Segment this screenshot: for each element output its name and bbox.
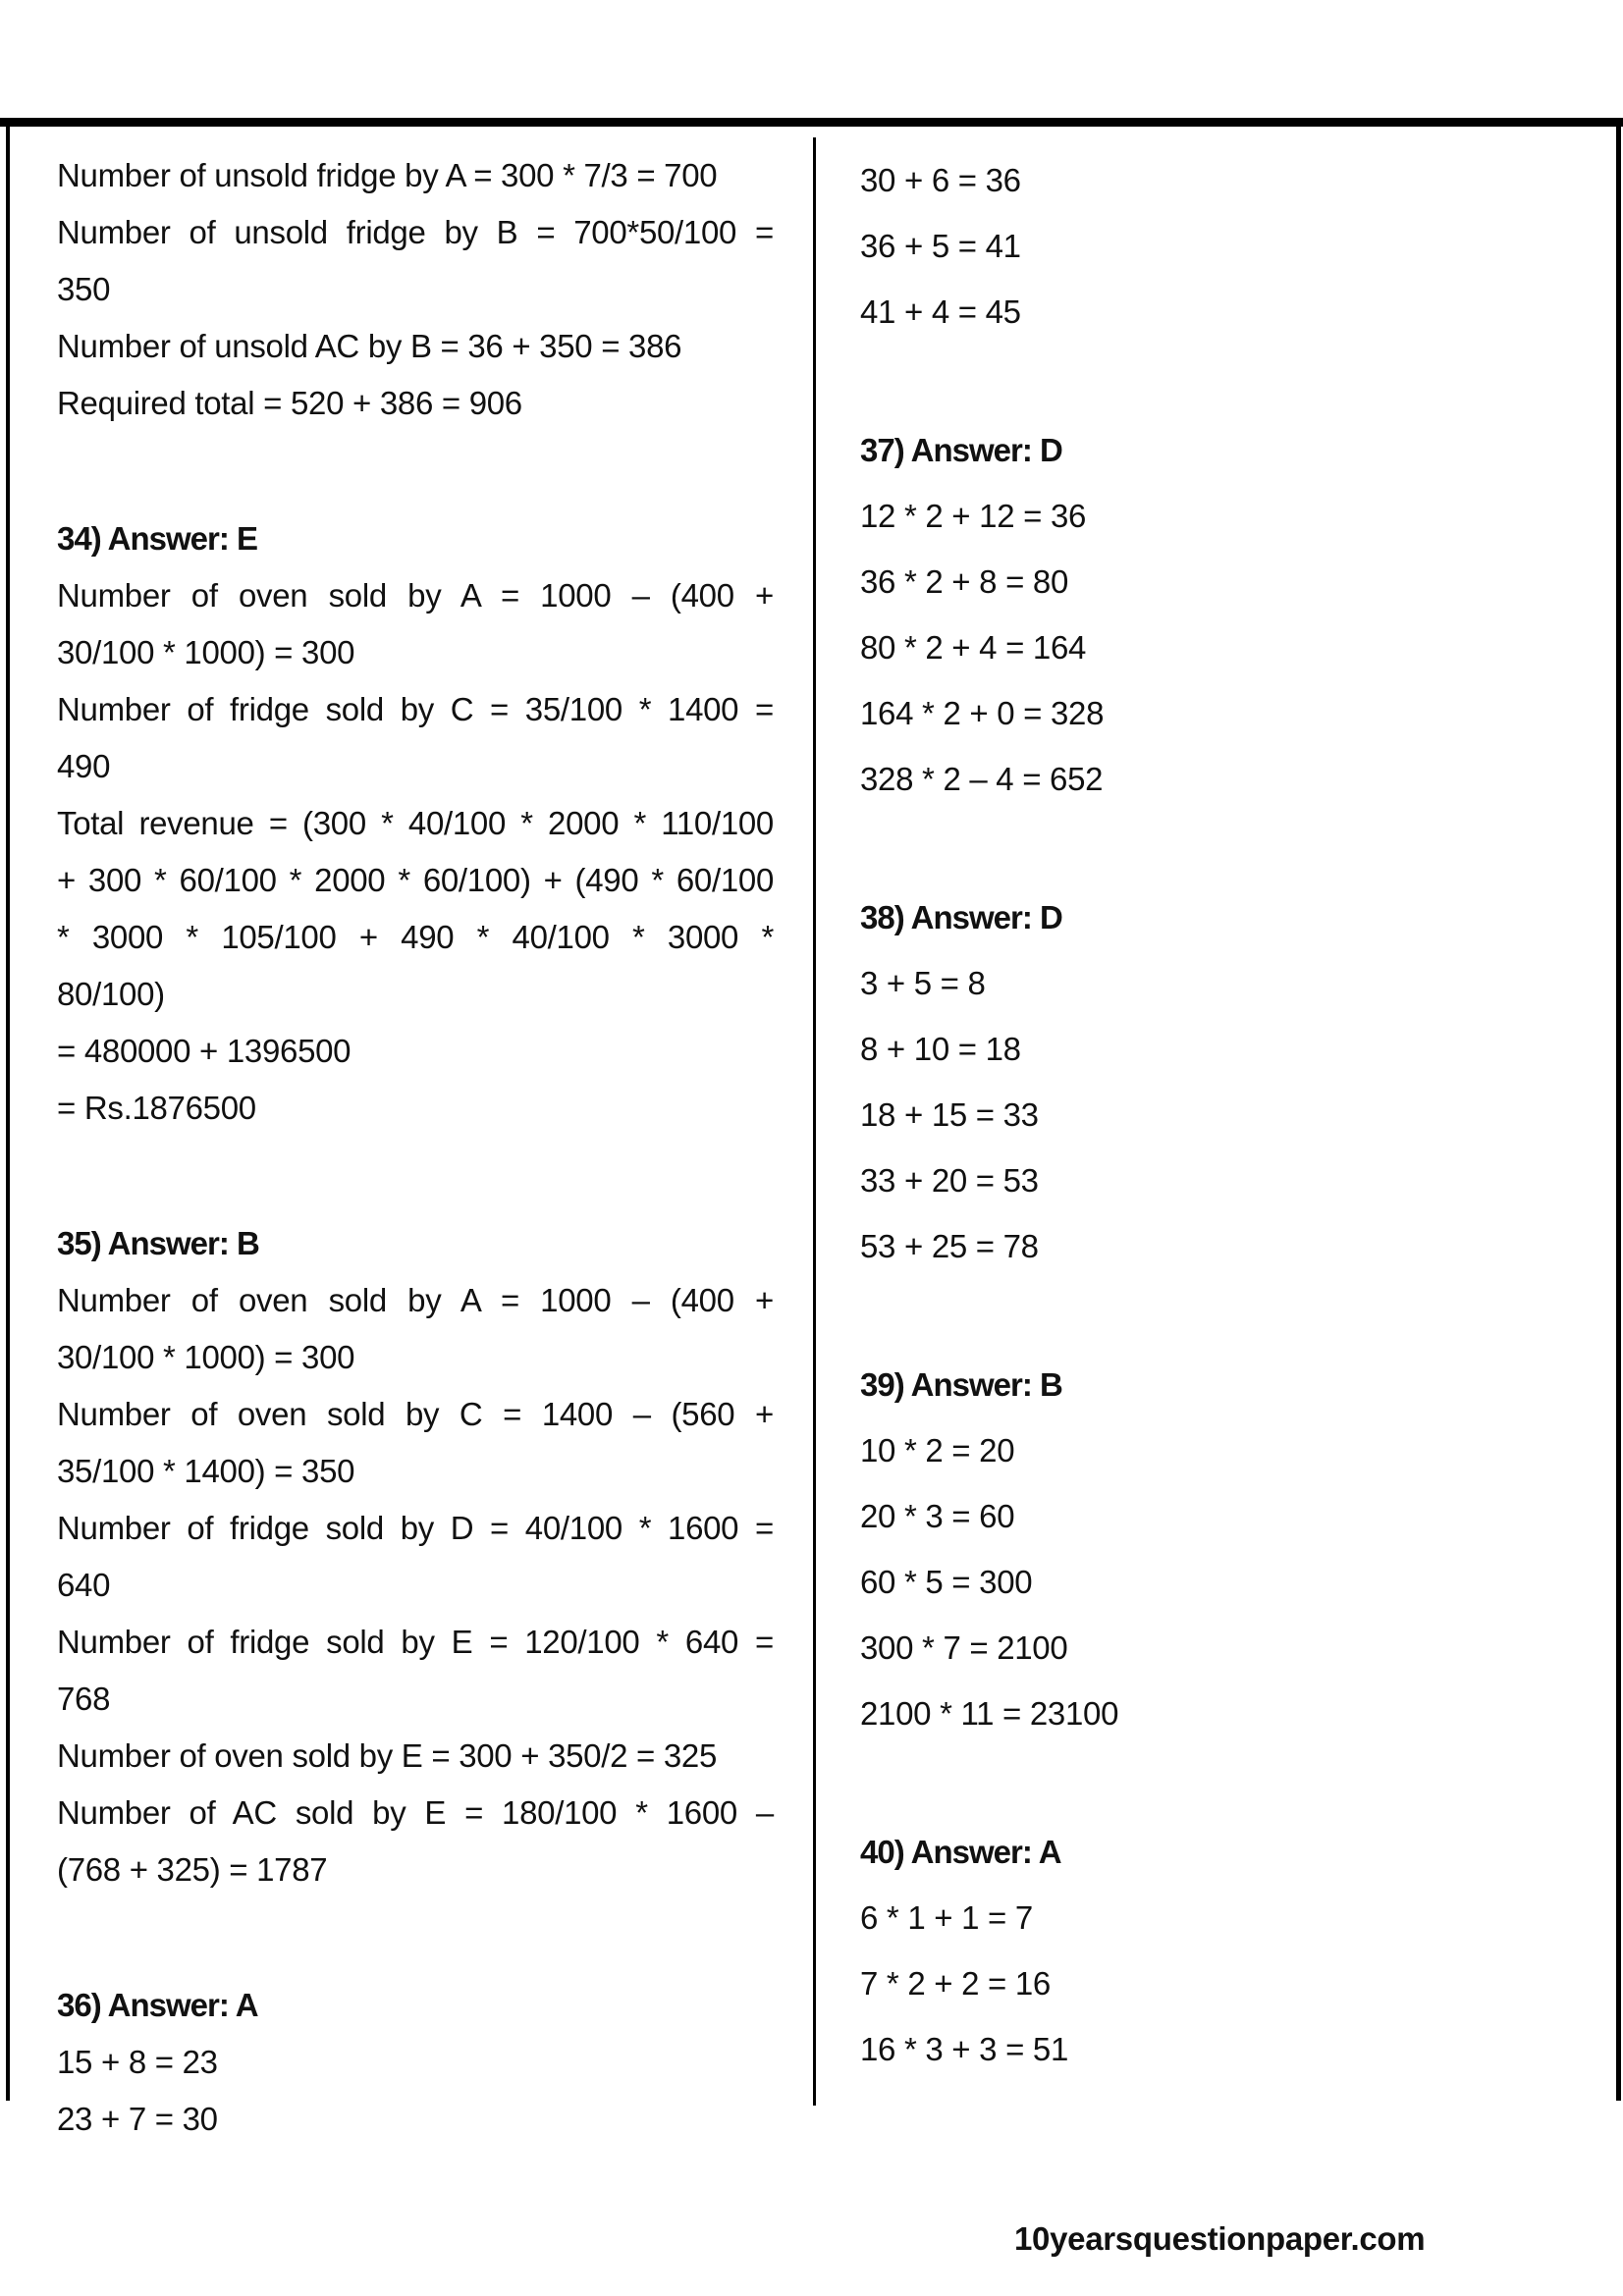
footer-site: 10yearsquestionpaper.com — [1014, 2220, 1426, 2257]
solution-line: = 480000 + 1396500 — [57, 1033, 352, 1069]
answer-heading: 37) Answer: D — [860, 432, 1062, 468]
solution-line: Number of unsold fridge by B = 700*50/100 = — [57, 214, 774, 250]
solution-line: Number of unsold fridge by A = 300 * 7/3 = 700 — [57, 157, 718, 193]
column-divider — [813, 137, 816, 2106]
solution-line: 768 — [57, 1681, 111, 1717]
section-gap — [57, 1898, 774, 1977]
solution-line: Number of oven sold by A = 1000 – (400 + — [57, 1282, 774, 1318]
right-column — [860, 147, 1567, 2082]
solution-line: 80 * 2 + 4 = 164 — [860, 629, 1087, 666]
solution-line: 23 + 7 = 30 — [57, 2101, 218, 2137]
answer-heading: 40) Answer: A — [860, 1834, 1061, 1870]
solution-line: 2100 * 11 = 23100 — [860, 1695, 1119, 1732]
solution-line: Number of fridge sold by D = 40/100 * 1600 = — [57, 1510, 774, 1546]
solution-line: 33 + 20 = 53 — [860, 1162, 1039, 1199]
solution-line: 35/100 * 1400) = 350 — [57, 1453, 355, 1489]
solution-line: 20 * 3 = 60 — [860, 1498, 1015, 1534]
solution-line: 8 + 10 = 18 — [860, 1031, 1021, 1067]
solution-line: 7 * 2 + 2 = 16 — [860, 1965, 1051, 2002]
solution-line: Number of unsold AC by B = 36 + 350 = 386 — [57, 328, 682, 364]
solution-line: = Rs.1876500 — [57, 1090, 256, 1126]
solution-line: 30/100 * 1000) = 300 — [57, 634, 355, 670]
solution-line: + 300 * 60/100 * 2000 * 60/100) + (490 * 60/100 — [57, 862, 774, 898]
solution-line: * 3000 * 105/100 + 490 * 40/100 * 3000 * — [57, 919, 774, 955]
answer-heading: 35) Answer: B — [57, 1225, 259, 1261]
section-gap — [57, 432, 774, 510]
solution-line: 6 * 1 + 1 = 7 — [860, 1899, 1033, 1936]
solution-line: Required total = 520 + 386 = 906 — [57, 385, 522, 421]
solution-line: 30 + 6 = 36 — [860, 162, 1021, 198]
left-column — [57, 147, 774, 2148]
solution-line: 36 + 5 = 41 — [860, 228, 1021, 264]
solution-line: 80/100) — [57, 976, 165, 1012]
solution-line: 640 — [57, 1567, 111, 1603]
solution-line: 16 * 3 + 3 = 51 — [860, 2031, 1069, 2067]
solution-line: Number of oven sold by C = 1400 – (560 + — [57, 1396, 774, 1432]
solution-line: 350 — [57, 271, 111, 307]
solution-line: 12 * 2 + 12 = 36 — [860, 498, 1087, 534]
top-rule — [0, 118, 1623, 127]
solution-line: 10 * 2 = 20 — [860, 1432, 1015, 1468]
answer-heading: 38) Answer: D — [860, 899, 1062, 935]
solution-line: 30/100 * 1000) = 300 — [57, 1339, 355, 1375]
solution-line: Number of oven sold by E = 300 + 350/2 = 325 — [57, 1737, 718, 1774]
solution-line: 60 * 5 = 300 — [860, 1564, 1033, 1600]
solution-line: Number of oven sold by A = 1000 – (400 + — [57, 577, 774, 614]
section-gap — [860, 345, 1567, 417]
answer-heading: 36) Answer: A — [57, 1987, 258, 2023]
section-gap — [860, 812, 1567, 884]
solution-line: 490 — [57, 748, 111, 784]
section-gap — [57, 1137, 774, 1215]
solution-line: 15 + 8 = 23 — [57, 2044, 218, 2080]
solution-line: 41 + 4 = 45 — [860, 294, 1021, 330]
answer-heading: 39) Answer: B — [860, 1366, 1062, 1403]
solution-line: 53 + 25 = 78 — [860, 1228, 1039, 1264]
solution-line: 18 + 15 = 33 — [860, 1096, 1039, 1133]
solution-line: Total revenue = (300 * 40/100 * 2000 * 110/100 — [57, 805, 774, 841]
solution-line: Number of fridge sold by C = 35/100 * 1400 = — [57, 691, 774, 727]
section-gap — [860, 1279, 1567, 1352]
solution-line: (768 + 325) = 1787 — [57, 1851, 328, 1888]
solution-line: 3 + 5 = 8 — [860, 965, 986, 1001]
solution-line: Number of AC sold by E = 180/100 * 1600 – — [57, 1794, 774, 1831]
left-border — [6, 118, 10, 2101]
solution-line: 36 * 2 + 8 = 80 — [860, 563, 1069, 600]
solution-line: 328 * 2 – 4 = 652 — [860, 761, 1104, 797]
right-border — [1616, 118, 1621, 2101]
answer-heading: 34) Answer: E — [57, 520, 258, 557]
section-gap — [860, 1746, 1567, 1819]
solution-line: Number of fridge sold by E = 120/100 * 640 = — [57, 1624, 774, 1660]
solution-line: 300 * 7 = 2100 — [860, 1629, 1068, 1666]
solution-line: 164 * 2 + 0 = 328 — [860, 695, 1105, 731]
